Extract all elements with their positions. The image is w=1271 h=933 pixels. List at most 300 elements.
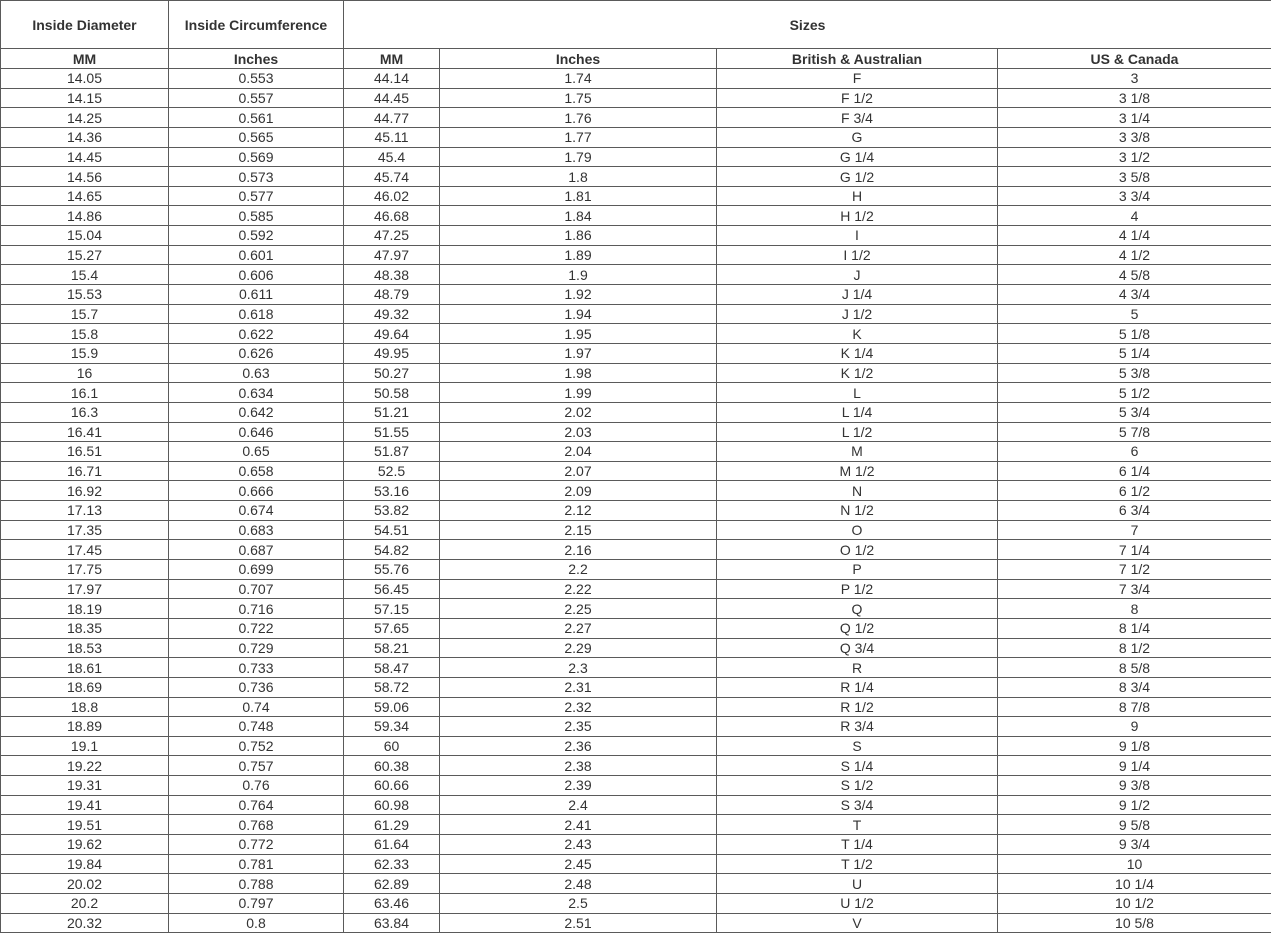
table-row (1, 834, 1271, 854)
us-canada-cell: 3 1/8 (998, 88, 1271, 108)
size-mm-cell: 60.66 (344, 776, 440, 796)
size-inches-cell: 2.22 (440, 579, 717, 599)
circumference-inches-cell: 0.733 (169, 658, 344, 678)
size-mm-cell: 51.87 (344, 442, 440, 462)
size-inches-cell: 2.2 (440, 560, 717, 580)
table-header (1, 1, 1271, 69)
size-mm-cell: 46.02 (344, 186, 440, 206)
table-row (1, 501, 1271, 521)
circumference-inches-cell: 0.65 (169, 442, 344, 462)
circumference-inches-cell: 0.565 (169, 127, 344, 147)
us-canada-cell: 9 1/8 (998, 736, 1271, 756)
sizes-inches-header: Inches (440, 49, 717, 69)
size-mm-cell: 45.4 (344, 147, 440, 167)
circumference-inches-cell: 0.674 (169, 501, 344, 521)
size-inches-cell: 2.39 (440, 776, 717, 796)
diameter-mm-cell: 18.69 (1, 677, 169, 697)
size-inches-cell: 2.48 (440, 874, 717, 894)
british-australian-cell: R (717, 658, 998, 678)
size-inches-cell: 2.12 (440, 501, 717, 521)
table-row (1, 186, 1271, 206)
british-australian-cell: Q (717, 599, 998, 619)
circumference-inches-cell: 0.781 (169, 854, 344, 874)
circumference-inches-cell: 0.757 (169, 756, 344, 776)
size-mm-cell: 53.16 (344, 481, 440, 501)
size-inches-cell: 2.31 (440, 677, 717, 697)
circumference-inches-cell: 0.569 (169, 147, 344, 167)
sizes-header: Sizes (344, 1, 1271, 49)
us-canada-cell: 5 3/4 (998, 402, 1271, 422)
table-row (1, 795, 1271, 815)
size-mm-cell: 50.58 (344, 383, 440, 403)
diameter-mm-cell: 14.15 (1, 88, 169, 108)
us-canada-cell: 9 (998, 717, 1271, 737)
circumference-inches-cell: 0.736 (169, 677, 344, 697)
british-australian-cell: K (717, 324, 998, 344)
table-row (1, 127, 1271, 147)
size-mm-cell: 58.47 (344, 658, 440, 678)
british-australian-cell: U 1/2 (717, 893, 998, 913)
diameter-mm-cell: 14.56 (1, 167, 169, 187)
british-australian-cell: R 3/4 (717, 717, 998, 737)
circumference-inches-cell: 0.611 (169, 285, 344, 305)
size-mm-cell: 55.76 (344, 560, 440, 580)
table-row (1, 147, 1271, 167)
diameter-mm-cell: 17.35 (1, 520, 169, 540)
british-australian-cell: J 1/4 (717, 285, 998, 305)
size-inches-cell: 2.02 (440, 402, 717, 422)
british-australian-cell: L (717, 383, 998, 403)
size-mm-cell: 48.79 (344, 285, 440, 305)
diameter-mm-cell: 17.45 (1, 540, 169, 560)
diameter-mm-cell: 15.53 (1, 285, 169, 305)
british-australian-cell: F 3/4 (717, 108, 998, 128)
table-row (1, 815, 1271, 835)
circumference-inches-cell: 0.748 (169, 717, 344, 737)
us-canada-cell: 10 1/2 (998, 893, 1271, 913)
british-australian-cell: P 1/2 (717, 579, 998, 599)
circumference-inches-cell: 0.606 (169, 265, 344, 285)
british-australian-cell: F 1/2 (717, 88, 998, 108)
diameter-mm-header: MM (1, 49, 169, 69)
inside-diameter-header: Inside Diameter (1, 1, 169, 49)
diameter-mm-cell: 16.41 (1, 422, 169, 442)
us-canada-cell: 9 3/4 (998, 834, 1271, 854)
size-inches-cell: 2.4 (440, 795, 717, 815)
table-row (1, 481, 1271, 501)
us-canada-cell: 4 3/4 (998, 285, 1271, 305)
diameter-mm-cell: 18.35 (1, 618, 169, 638)
table-row (1, 874, 1271, 894)
us-canada-cell: 9 5/8 (998, 815, 1271, 835)
size-mm-cell: 44.45 (344, 88, 440, 108)
us-canada-cell: 3 1/4 (998, 108, 1271, 128)
size-mm-cell: 49.64 (344, 324, 440, 344)
size-inches-cell: 2.25 (440, 599, 717, 619)
us-canada-cell: 5 1/2 (998, 383, 1271, 403)
circumference-inches-cell: 0.622 (169, 324, 344, 344)
british-australian-cell: Q 3/4 (717, 638, 998, 658)
table-row (1, 560, 1271, 580)
circumference-inches-cell: 0.577 (169, 186, 344, 206)
diameter-mm-cell: 14.05 (1, 69, 169, 89)
size-mm-cell: 45.74 (344, 167, 440, 187)
diameter-mm-cell: 20.02 (1, 874, 169, 894)
british-australian-cell: F (717, 69, 998, 89)
circumference-inches-cell: 0.561 (169, 108, 344, 128)
british-australian-header: British & Australian (717, 49, 998, 69)
circumference-inches-cell: 0.768 (169, 815, 344, 835)
size-inches-cell: 1.75 (440, 88, 717, 108)
british-australian-cell: V (717, 913, 998, 933)
us-canada-cell: 6 (998, 442, 1271, 462)
table-row (1, 618, 1271, 638)
table-row (1, 756, 1271, 776)
circumference-inches-cell: 0.772 (169, 834, 344, 854)
us-canada-cell: 8 1/4 (998, 618, 1271, 638)
size-inches-cell: 1.8 (440, 167, 717, 187)
us-canada-cell: 5 1/8 (998, 324, 1271, 344)
table-row (1, 893, 1271, 913)
diameter-mm-cell: 18.8 (1, 697, 169, 717)
table-row (1, 677, 1271, 697)
us-canada-cell: 8 7/8 (998, 697, 1271, 717)
size-inches-cell: 1.77 (440, 127, 717, 147)
us-canada-cell: 3 3/4 (998, 186, 1271, 206)
circumference-inches-cell: 0.601 (169, 245, 344, 265)
size-mm-cell: 46.68 (344, 206, 440, 226)
british-australian-cell: S 3/4 (717, 795, 998, 815)
size-inches-cell: 2.15 (440, 520, 717, 540)
size-inches-cell: 1.79 (440, 147, 717, 167)
british-australian-cell: T (717, 815, 998, 835)
table-row (1, 461, 1271, 481)
diameter-mm-cell: 18.53 (1, 638, 169, 658)
size-inches-cell: 2.3 (440, 658, 717, 678)
diameter-mm-cell: 19.31 (1, 776, 169, 796)
size-mm-cell: 57.15 (344, 599, 440, 619)
diameter-mm-cell: 15.8 (1, 324, 169, 344)
table-row (1, 167, 1271, 187)
diameter-mm-cell: 16.71 (1, 461, 169, 481)
size-inches-cell: 1.97 (440, 343, 717, 363)
table-row (1, 520, 1271, 540)
british-australian-cell: S 1/2 (717, 776, 998, 796)
diameter-mm-cell: 20.32 (1, 913, 169, 933)
circumference-inches-cell: 0.573 (169, 167, 344, 187)
table-row (1, 285, 1271, 305)
circumference-inches-cell: 0.74 (169, 697, 344, 717)
circumference-inches-header: Inches (169, 49, 344, 69)
size-mm-cell: 60.38 (344, 756, 440, 776)
size-inches-cell: 1.89 (440, 245, 717, 265)
us-canada-cell: 9 3/8 (998, 776, 1271, 796)
size-mm-cell: 47.97 (344, 245, 440, 265)
size-inches-cell: 2.32 (440, 697, 717, 717)
circumference-inches-cell: 0.557 (169, 88, 344, 108)
british-australian-cell: P (717, 560, 998, 580)
us-canada-cell: 7 3/4 (998, 579, 1271, 599)
table-row (1, 383, 1271, 403)
size-mm-cell: 62.89 (344, 874, 440, 894)
size-mm-cell: 52.5 (344, 461, 440, 481)
size-inches-cell: 2.16 (440, 540, 717, 560)
diameter-mm-cell: 16 (1, 363, 169, 383)
size-inches-cell: 2.07 (440, 461, 717, 481)
size-inches-cell: 2.45 (440, 854, 717, 874)
size-inches-cell: 2.51 (440, 913, 717, 933)
diameter-mm-cell: 15.7 (1, 304, 169, 324)
circumference-inches-cell: 0.764 (169, 795, 344, 815)
us-canada-cell: 5 1/4 (998, 343, 1271, 363)
british-australian-cell: G 1/2 (717, 167, 998, 187)
circumference-inches-cell: 0.707 (169, 579, 344, 599)
british-australian-cell: U (717, 874, 998, 894)
circumference-inches-cell: 0.8 (169, 913, 344, 933)
circumference-inches-cell: 0.729 (169, 638, 344, 658)
size-inches-cell: 2.5 (440, 893, 717, 913)
size-mm-cell: 57.65 (344, 618, 440, 638)
circumference-inches-cell: 0.788 (169, 874, 344, 894)
circumference-inches-cell: 0.716 (169, 599, 344, 619)
size-mm-cell: 44.77 (344, 108, 440, 128)
circumference-inches-cell: 0.797 (169, 893, 344, 913)
circumference-inches-cell: 0.585 (169, 206, 344, 226)
size-inches-cell: 1.95 (440, 324, 717, 344)
size-mm-cell: 60.98 (344, 795, 440, 815)
size-mm-cell: 49.95 (344, 343, 440, 363)
table-row (1, 226, 1271, 246)
size-mm-cell: 54.51 (344, 520, 440, 540)
circumference-inches-cell: 0.634 (169, 383, 344, 403)
us-canada-cell: 7 (998, 520, 1271, 540)
british-australian-cell: R 1/4 (717, 677, 998, 697)
us-canada-cell: 6 3/4 (998, 501, 1271, 521)
british-australian-cell: H 1/2 (717, 206, 998, 226)
table-row (1, 658, 1271, 678)
size-inches-cell: 2.35 (440, 717, 717, 737)
size-mm-cell: 63.46 (344, 893, 440, 913)
table-row (1, 599, 1271, 619)
circumference-inches-cell: 0.626 (169, 343, 344, 363)
diameter-mm-cell: 17.97 (1, 579, 169, 599)
diameter-mm-cell: 18.61 (1, 658, 169, 678)
british-australian-cell: J (717, 265, 998, 285)
diameter-mm-cell: 19.22 (1, 756, 169, 776)
diameter-mm-cell: 16.51 (1, 442, 169, 462)
british-australian-cell: T 1/2 (717, 854, 998, 874)
diameter-mm-cell: 16.1 (1, 383, 169, 403)
diameter-mm-cell: 14.86 (1, 206, 169, 226)
table-row (1, 697, 1271, 717)
diameter-mm-cell: 18.19 (1, 599, 169, 619)
size-inches-cell: 2.04 (440, 442, 717, 462)
us-canada-cell: 8 1/2 (998, 638, 1271, 658)
british-australian-cell: M (717, 442, 998, 462)
size-inches-cell: 1.76 (440, 108, 717, 128)
us-canada-cell: 4 1/4 (998, 226, 1271, 246)
size-inches-cell: 1.86 (440, 226, 717, 246)
table-row (1, 422, 1271, 442)
diameter-mm-cell: 16.92 (1, 481, 169, 501)
header-row (1, 1, 1271, 49)
british-australian-cell: N 1/2 (717, 501, 998, 521)
size-inches-cell: 2.03 (440, 422, 717, 442)
size-inches-cell: 2.41 (440, 815, 717, 835)
table-body (1, 69, 1271, 933)
size-inches-cell: 2.43 (440, 834, 717, 854)
circumference-inches-cell: 0.76 (169, 776, 344, 796)
us-canada-cell: 9 1/4 (998, 756, 1271, 776)
size-inches-cell: 1.99 (440, 383, 717, 403)
size-mm-cell: 59.06 (344, 697, 440, 717)
diameter-mm-cell: 19.51 (1, 815, 169, 835)
table-row (1, 69, 1271, 89)
circumference-inches-cell: 0.699 (169, 560, 344, 580)
us-canada-cell: 8 5/8 (998, 658, 1271, 678)
diameter-mm-cell: 15.9 (1, 343, 169, 363)
size-inches-cell: 2.27 (440, 618, 717, 638)
table-row (1, 304, 1271, 324)
size-mm-cell: 62.33 (344, 854, 440, 874)
size-mm-cell: 58.21 (344, 638, 440, 658)
table-row (1, 343, 1271, 363)
table-row (1, 206, 1271, 226)
diameter-mm-cell: 17.75 (1, 560, 169, 580)
british-australian-cell: G 1/4 (717, 147, 998, 167)
size-mm-cell: 47.25 (344, 226, 440, 246)
subheader-row (1, 49, 1271, 69)
us-canada-cell: 10 (998, 854, 1271, 874)
size-mm-cell: 54.82 (344, 540, 440, 560)
british-australian-cell: I 1/2 (717, 245, 998, 265)
table-row (1, 402, 1271, 422)
circumference-inches-cell: 0.642 (169, 402, 344, 422)
diameter-mm-cell: 18.89 (1, 717, 169, 737)
table-row (1, 108, 1271, 128)
circumference-inches-cell: 0.666 (169, 481, 344, 501)
size-mm-cell: 48.38 (344, 265, 440, 285)
diameter-mm-cell: 19.41 (1, 795, 169, 815)
us-canada-cell: 5 3/8 (998, 363, 1271, 383)
circumference-inches-cell: 0.553 (169, 69, 344, 89)
table-row (1, 736, 1271, 756)
diameter-mm-cell: 14.36 (1, 127, 169, 147)
us-canada-cell: 3 1/2 (998, 147, 1271, 167)
us-canada-header: US & Canada (998, 49, 1271, 69)
circumference-inches-cell: 0.722 (169, 618, 344, 638)
diameter-mm-cell: 17.13 (1, 501, 169, 521)
table-row (1, 324, 1271, 344)
size-inches-cell: 1.9 (440, 265, 717, 285)
circumference-inches-cell: 0.658 (169, 461, 344, 481)
size-mm-cell: 53.82 (344, 501, 440, 521)
us-canada-cell: 7 1/4 (998, 540, 1271, 560)
us-canada-cell: 7 1/2 (998, 560, 1271, 580)
size-mm-cell: 45.11 (344, 127, 440, 147)
british-australian-cell: K 1/4 (717, 343, 998, 363)
table-row (1, 913, 1271, 933)
size-mm-cell: 61.64 (344, 834, 440, 854)
size-inches-cell: 1.81 (440, 186, 717, 206)
table-row (1, 776, 1271, 796)
circumference-inches-cell: 0.646 (169, 422, 344, 442)
table-row (1, 717, 1271, 737)
british-australian-cell: S (717, 736, 998, 756)
table-row (1, 442, 1271, 462)
table-row (1, 638, 1271, 658)
table-row (1, 363, 1271, 383)
circumference-inches-cell: 0.687 (169, 540, 344, 560)
size-mm-cell: 58.72 (344, 677, 440, 697)
inside-circumference-header: Inside Circumference (169, 1, 344, 49)
diameter-mm-cell: 20.2 (1, 893, 169, 913)
us-canada-cell: 5 (998, 304, 1271, 324)
british-australian-cell: I (717, 226, 998, 246)
size-mm-cell: 56.45 (344, 579, 440, 599)
us-canada-cell: 6 1/2 (998, 481, 1271, 501)
us-canada-cell: 8 (998, 599, 1271, 619)
size-mm-cell: 51.55 (344, 422, 440, 442)
table-row (1, 88, 1271, 108)
british-australian-cell: G (717, 127, 998, 147)
british-australian-cell: T 1/4 (717, 834, 998, 854)
table-row (1, 245, 1271, 265)
british-australian-cell: O (717, 520, 998, 540)
size-mm-cell: 49.32 (344, 304, 440, 324)
diameter-mm-cell: 15.04 (1, 226, 169, 246)
british-australian-cell: O 1/2 (717, 540, 998, 560)
size-mm-cell: 51.21 (344, 402, 440, 422)
us-canada-cell: 6 1/4 (998, 461, 1271, 481)
size-inches-cell: 2.38 (440, 756, 717, 776)
diameter-mm-cell: 15.4 (1, 265, 169, 285)
us-canada-cell: 5 7/8 (998, 422, 1271, 442)
table-row (1, 579, 1271, 599)
size-inches-cell: 1.94 (440, 304, 717, 324)
british-australian-cell: R 1/2 (717, 697, 998, 717)
size-inches-cell: 2.09 (440, 481, 717, 501)
diameter-mm-cell: 14.65 (1, 186, 169, 206)
us-canada-cell: 10 5/8 (998, 913, 1271, 933)
circumference-inches-cell: 0.63 (169, 363, 344, 383)
size-mm-cell: 44.14 (344, 69, 440, 89)
us-canada-cell: 3 5/8 (998, 167, 1271, 187)
size-mm-cell: 61.29 (344, 815, 440, 835)
circumference-inches-cell: 0.592 (169, 226, 344, 246)
us-canada-cell: 4 5/8 (998, 265, 1271, 285)
british-australian-cell: M 1/2 (717, 461, 998, 481)
british-australian-cell: N (717, 481, 998, 501)
us-canada-cell: 4 1/2 (998, 245, 1271, 265)
circumference-inches-cell: 0.618 (169, 304, 344, 324)
circumference-inches-cell: 0.683 (169, 520, 344, 540)
circumference-inches-cell: 0.752 (169, 736, 344, 756)
us-canada-cell: 9 1/2 (998, 795, 1271, 815)
sizes-mm-header: MM (344, 49, 440, 69)
diameter-mm-cell: 15.27 (1, 245, 169, 265)
british-australian-cell: L 1/2 (717, 422, 998, 442)
size-inches-cell: 1.98 (440, 363, 717, 383)
diameter-mm-cell: 19.1 (1, 736, 169, 756)
british-australian-cell: K 1/2 (717, 363, 998, 383)
size-mm-cell: 60 (344, 736, 440, 756)
diameter-mm-cell: 16.3 (1, 402, 169, 422)
size-mm-cell: 59.34 (344, 717, 440, 737)
british-australian-cell: L 1/4 (717, 402, 998, 422)
us-canada-cell: 8 3/4 (998, 677, 1271, 697)
size-inches-cell: 1.92 (440, 285, 717, 305)
